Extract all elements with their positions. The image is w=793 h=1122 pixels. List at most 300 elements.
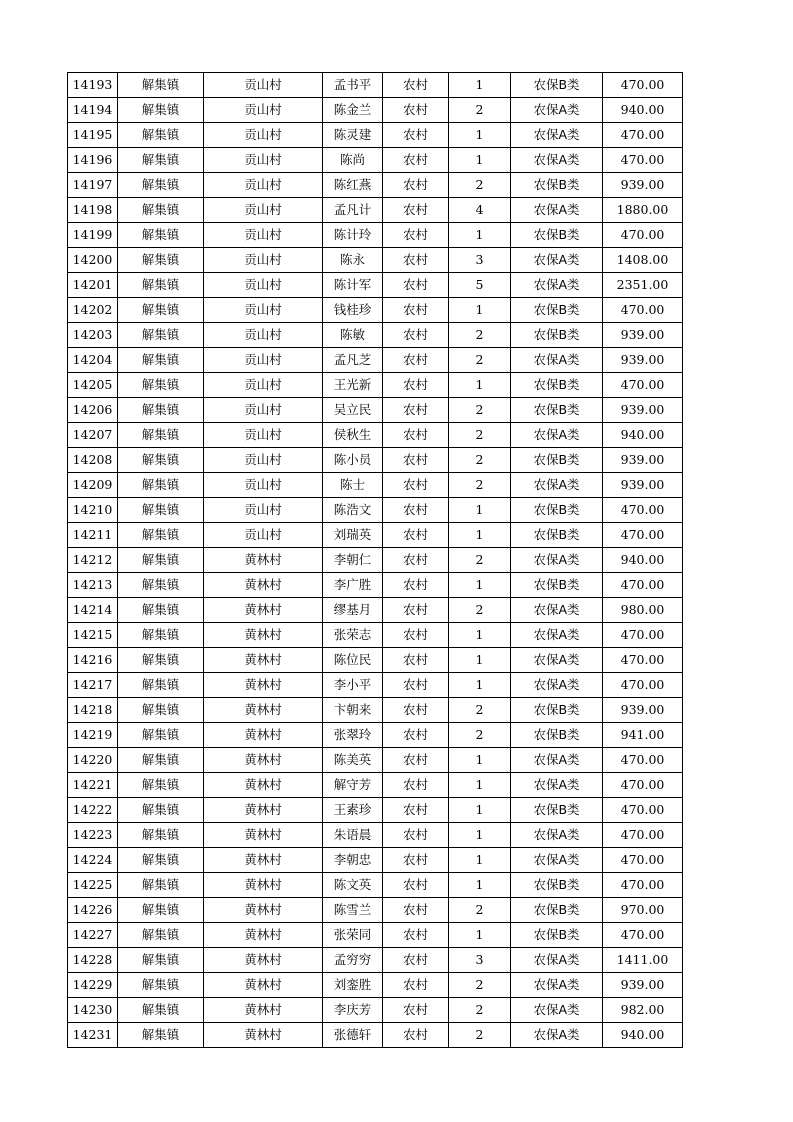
category-cell: 农保B类 xyxy=(511,448,603,473)
category-cell: 农保A类 xyxy=(511,998,603,1023)
table-row xyxy=(68,673,683,698)
village-cell: 黄林村 xyxy=(204,773,323,798)
category-cell: 农保B类 xyxy=(511,723,603,748)
name-cell: 陈雪兰 xyxy=(323,898,383,923)
table-row xyxy=(68,273,683,298)
household-type-cell: 农村 xyxy=(383,1023,449,1048)
person-count-cell: 2 xyxy=(449,698,511,723)
name-cell: 刘瑞英 xyxy=(323,523,383,548)
person-count-cell: 2 xyxy=(449,173,511,198)
record-id-cell: 14216 xyxy=(68,648,118,673)
household-type-cell: 农村 xyxy=(383,473,449,498)
category-cell: 农保B类 xyxy=(511,373,603,398)
household-type-cell: 农村 xyxy=(383,248,449,273)
record-id-cell: 14203 xyxy=(68,323,118,348)
category-cell: 农保B类 xyxy=(511,398,603,423)
name-cell: 陈计玲 xyxy=(323,223,383,248)
person-count-cell: 2 xyxy=(449,323,511,348)
record-id-cell: 14231 xyxy=(68,1023,118,1048)
amount-cell: 941.00 xyxy=(603,723,683,748)
village-cell: 黄林村 xyxy=(204,823,323,848)
household-type-cell: 农村 xyxy=(383,373,449,398)
village-cell: 贡山村 xyxy=(204,498,323,523)
record-id-cell: 14220 xyxy=(68,748,118,773)
record-id-cell: 14227 xyxy=(68,923,118,948)
village-cell: 黄林村 xyxy=(204,973,323,998)
person-count-cell: 2 xyxy=(449,973,511,998)
town-cell: 解集镇 xyxy=(118,423,204,448)
table-row xyxy=(68,998,683,1023)
category-cell: 农保B类 xyxy=(511,223,603,248)
town-cell: 解集镇 xyxy=(118,848,204,873)
category-cell: 农保A类 xyxy=(511,273,603,298)
person-count-cell: 2 xyxy=(449,423,511,448)
name-cell: 王素珍 xyxy=(323,798,383,823)
table-row xyxy=(68,173,683,198)
category-cell: 农保B类 xyxy=(511,498,603,523)
amount-cell: 939.00 xyxy=(603,698,683,723)
town-cell: 解集镇 xyxy=(118,873,204,898)
category-cell: 农保A类 xyxy=(511,148,603,173)
table-row xyxy=(68,548,683,573)
record-id-cell: 14202 xyxy=(68,298,118,323)
name-cell: 王光新 xyxy=(323,373,383,398)
household-type-cell: 农村 xyxy=(383,523,449,548)
town-cell: 解集镇 xyxy=(118,373,204,398)
amount-cell: 470.00 xyxy=(603,523,683,548)
record-id-cell: 14201 xyxy=(68,273,118,298)
person-count-cell: 2 xyxy=(449,898,511,923)
town-cell: 解集镇 xyxy=(118,748,204,773)
table-row xyxy=(68,223,683,248)
name-cell: 陈小员 xyxy=(323,448,383,473)
table-row xyxy=(68,473,683,498)
amount-cell: 980.00 xyxy=(603,598,683,623)
amount-cell: 470.00 xyxy=(603,298,683,323)
household-type-cell: 农村 xyxy=(383,598,449,623)
household-type-cell: 农村 xyxy=(383,123,449,148)
household-type-cell: 农村 xyxy=(383,548,449,573)
name-cell: 张荣志 xyxy=(323,623,383,648)
village-cell: 黄林村 xyxy=(204,1023,323,1048)
household-type-cell: 农村 xyxy=(383,998,449,1023)
town-cell: 解集镇 xyxy=(118,1023,204,1048)
village-cell: 黄林村 xyxy=(204,548,323,573)
record-id-cell: 14196 xyxy=(68,148,118,173)
category-cell: 农保A类 xyxy=(511,673,603,698)
person-count-cell: 1 xyxy=(449,148,511,173)
amount-cell: 939.00 xyxy=(603,323,683,348)
household-type-cell: 农村 xyxy=(383,748,449,773)
amount-cell: 470.00 xyxy=(603,923,683,948)
town-cell: 解集镇 xyxy=(118,773,204,798)
category-cell: 农保A类 xyxy=(511,773,603,798)
town-cell: 解集镇 xyxy=(118,898,204,923)
record-id-cell: 14219 xyxy=(68,723,118,748)
person-count-cell: 2 xyxy=(449,348,511,373)
category-cell: 农保B类 xyxy=(511,323,603,348)
village-cell: 贡山村 xyxy=(204,448,323,473)
name-cell: 陈敏 xyxy=(323,323,383,348)
record-id-cell: 14215 xyxy=(68,623,118,648)
amount-cell: 970.00 xyxy=(603,898,683,923)
town-cell: 解集镇 xyxy=(118,348,204,373)
name-cell: 陈永 xyxy=(323,248,383,273)
name-cell: 刘銮胜 xyxy=(323,973,383,998)
name-cell: 陈文英 xyxy=(323,873,383,898)
town-cell: 解集镇 xyxy=(118,98,204,123)
person-count-cell: 1 xyxy=(449,623,511,648)
category-cell: 农保A类 xyxy=(511,98,603,123)
amount-cell: 982.00 xyxy=(603,998,683,1023)
table-row xyxy=(68,773,683,798)
name-cell: 朱语晨 xyxy=(323,823,383,848)
amount-cell: 470.00 xyxy=(603,773,683,798)
town-cell: 解集镇 xyxy=(118,323,204,348)
name-cell: 解守芳 xyxy=(323,773,383,798)
village-cell: 黄林村 xyxy=(204,873,323,898)
town-cell: 解集镇 xyxy=(118,198,204,223)
record-id-cell: 14212 xyxy=(68,548,118,573)
category-cell: 农保A类 xyxy=(511,648,603,673)
town-cell: 解集镇 xyxy=(118,498,204,523)
village-cell: 黄林村 xyxy=(204,798,323,823)
town-cell: 解集镇 xyxy=(118,923,204,948)
category-cell: 农保A类 xyxy=(511,823,603,848)
amount-cell: 1411.00 xyxy=(603,948,683,973)
town-cell: 解集镇 xyxy=(118,573,204,598)
town-cell: 解集镇 xyxy=(118,248,204,273)
table-row xyxy=(68,898,683,923)
table-row xyxy=(68,423,683,448)
household-type-cell: 农村 xyxy=(383,98,449,123)
village-cell: 黄林村 xyxy=(204,748,323,773)
amount-cell: 939.00 xyxy=(603,398,683,423)
household-type-cell: 农村 xyxy=(383,573,449,598)
name-cell: 陈灵建 xyxy=(323,123,383,148)
record-id-cell: 14206 xyxy=(68,398,118,423)
village-cell: 黄林村 xyxy=(204,598,323,623)
amount-cell: 939.00 xyxy=(603,348,683,373)
name-cell: 李广胜 xyxy=(323,573,383,598)
village-cell: 黄林村 xyxy=(204,673,323,698)
village-cell: 黄林村 xyxy=(204,848,323,873)
household-type-cell: 农村 xyxy=(383,848,449,873)
person-count-cell: 1 xyxy=(449,648,511,673)
household-type-cell: 农村 xyxy=(383,723,449,748)
table-row xyxy=(68,123,683,148)
household-type-cell: 农村 xyxy=(383,698,449,723)
table-row xyxy=(68,723,683,748)
village-cell: 贡山村 xyxy=(204,473,323,498)
record-id-cell: 14230 xyxy=(68,998,118,1023)
amount-cell: 1408.00 xyxy=(603,248,683,273)
amount-cell: 470.00 xyxy=(603,648,683,673)
record-id-cell: 14213 xyxy=(68,573,118,598)
household-type-cell: 农村 xyxy=(383,648,449,673)
category-cell: 农保B类 xyxy=(511,698,603,723)
table-row xyxy=(68,373,683,398)
name-cell: 缪基月 xyxy=(323,598,383,623)
table-row xyxy=(68,148,683,173)
name-cell: 孟书平 xyxy=(323,73,383,98)
town-cell: 解集镇 xyxy=(118,998,204,1023)
record-id-cell: 14211 xyxy=(68,523,118,548)
record-id-cell: 14228 xyxy=(68,948,118,973)
table-row xyxy=(68,198,683,223)
data-table xyxy=(67,72,683,1048)
village-cell: 贡山村 xyxy=(204,223,323,248)
town-cell: 解集镇 xyxy=(118,173,204,198)
table-row xyxy=(68,573,683,598)
village-cell: 黄林村 xyxy=(204,923,323,948)
table-row xyxy=(68,798,683,823)
household-type-cell: 农村 xyxy=(383,173,449,198)
amount-cell: 470.00 xyxy=(603,73,683,98)
record-id-cell: 14221 xyxy=(68,773,118,798)
village-cell: 黄林村 xyxy=(204,698,323,723)
town-cell: 解集镇 xyxy=(118,273,204,298)
village-cell: 贡山村 xyxy=(204,398,323,423)
category-cell: 农保A类 xyxy=(511,473,603,498)
village-cell: 贡山村 xyxy=(204,98,323,123)
table-row xyxy=(68,973,683,998)
amount-cell: 470.00 xyxy=(603,623,683,648)
record-id-cell: 14229 xyxy=(68,973,118,998)
village-cell: 贡山村 xyxy=(204,248,323,273)
record-id-cell: 14209 xyxy=(68,473,118,498)
household-type-cell: 农村 xyxy=(383,948,449,973)
village-cell: 贡山村 xyxy=(204,373,323,398)
name-cell: 李小平 xyxy=(323,673,383,698)
amount-cell: 939.00 xyxy=(603,448,683,473)
person-count-cell: 2 xyxy=(449,448,511,473)
document-page xyxy=(67,72,682,1048)
household-type-cell: 农村 xyxy=(383,273,449,298)
table-row xyxy=(68,498,683,523)
person-count-cell: 1 xyxy=(449,673,511,698)
table-row xyxy=(68,698,683,723)
record-id-cell: 14193 xyxy=(68,73,118,98)
record-id-cell: 14195 xyxy=(68,123,118,148)
household-type-cell: 农村 xyxy=(383,223,449,248)
village-cell: 贡山村 xyxy=(204,198,323,223)
table-row xyxy=(68,1023,683,1048)
table-row xyxy=(68,298,683,323)
category-cell: 农保A类 xyxy=(511,423,603,448)
table-row xyxy=(68,248,683,273)
amount-cell: 470.00 xyxy=(603,148,683,173)
table-row xyxy=(68,323,683,348)
category-cell: 农保A类 xyxy=(511,548,603,573)
category-cell: 农保A类 xyxy=(511,623,603,648)
town-cell: 解集镇 xyxy=(118,973,204,998)
amount-cell: 470.00 xyxy=(603,498,683,523)
person-count-cell: 1 xyxy=(449,923,511,948)
person-count-cell: 1 xyxy=(449,73,511,98)
table-row xyxy=(68,823,683,848)
amount-cell: 470.00 xyxy=(603,373,683,398)
record-id-cell: 14217 xyxy=(68,673,118,698)
record-id-cell: 14226 xyxy=(68,898,118,923)
town-cell: 解集镇 xyxy=(118,723,204,748)
village-cell: 黄林村 xyxy=(204,648,323,673)
name-cell: 陈美英 xyxy=(323,748,383,773)
category-cell: 农保B类 xyxy=(511,798,603,823)
name-cell: 李朝忠 xyxy=(323,848,383,873)
household-type-cell: 农村 xyxy=(383,323,449,348)
town-cell: 解集镇 xyxy=(118,398,204,423)
village-cell: 贡山村 xyxy=(204,123,323,148)
town-cell: 解集镇 xyxy=(118,648,204,673)
category-cell: 农保B类 xyxy=(511,898,603,923)
table-row xyxy=(68,948,683,973)
table-row xyxy=(68,598,683,623)
category-cell: 农保A类 xyxy=(511,948,603,973)
village-cell: 黄林村 xyxy=(204,573,323,598)
household-type-cell: 农村 xyxy=(383,348,449,373)
person-count-cell: 1 xyxy=(449,298,511,323)
name-cell: 陈浩文 xyxy=(323,498,383,523)
person-count-cell: 1 xyxy=(449,498,511,523)
household-type-cell: 农村 xyxy=(383,823,449,848)
amount-cell: 470.00 xyxy=(603,673,683,698)
person-count-cell: 2 xyxy=(449,398,511,423)
person-count-cell: 1 xyxy=(449,848,511,873)
amount-cell: 2351.00 xyxy=(603,273,683,298)
category-cell: 农保B类 xyxy=(511,923,603,948)
village-cell: 黄林村 xyxy=(204,623,323,648)
name-cell: 张德轩 xyxy=(323,1023,383,1048)
amount-cell: 470.00 xyxy=(603,748,683,773)
table-row xyxy=(68,848,683,873)
village-cell: 黄林村 xyxy=(204,723,323,748)
name-cell: 陈位民 xyxy=(323,648,383,673)
name-cell: 吴立民 xyxy=(323,398,383,423)
town-cell: 解集镇 xyxy=(118,698,204,723)
category-cell: 农保B类 xyxy=(511,73,603,98)
town-cell: 解集镇 xyxy=(118,623,204,648)
record-id-cell: 14205 xyxy=(68,373,118,398)
person-count-cell: 1 xyxy=(449,873,511,898)
household-type-cell: 农村 xyxy=(383,198,449,223)
household-type-cell: 农村 xyxy=(383,973,449,998)
household-type-cell: 农村 xyxy=(383,673,449,698)
record-id-cell: 14198 xyxy=(68,198,118,223)
person-count-cell: 3 xyxy=(449,248,511,273)
amount-cell: 940.00 xyxy=(603,98,683,123)
name-cell: 孟穷穷 xyxy=(323,948,383,973)
town-cell: 解集镇 xyxy=(118,798,204,823)
person-count-cell: 2 xyxy=(449,998,511,1023)
village-cell: 贡山村 xyxy=(204,73,323,98)
person-count-cell: 2 xyxy=(449,1023,511,1048)
person-count-cell: 1 xyxy=(449,223,511,248)
record-id-cell: 14207 xyxy=(68,423,118,448)
amount-cell: 940.00 xyxy=(603,548,683,573)
town-cell: 解集镇 xyxy=(118,523,204,548)
household-type-cell: 农村 xyxy=(383,898,449,923)
village-cell: 贡山村 xyxy=(204,273,323,298)
household-type-cell: 农村 xyxy=(383,398,449,423)
person-count-cell: 2 xyxy=(449,548,511,573)
category-cell: 农保A类 xyxy=(511,348,603,373)
category-cell: 农保A类 xyxy=(511,123,603,148)
village-cell: 黄林村 xyxy=(204,948,323,973)
category-cell: 农保B类 xyxy=(511,298,603,323)
amount-cell: 470.00 xyxy=(603,573,683,598)
record-id-cell: 14214 xyxy=(68,598,118,623)
record-id-cell: 14200 xyxy=(68,248,118,273)
household-type-cell: 农村 xyxy=(383,923,449,948)
person-count-cell: 2 xyxy=(449,473,511,498)
person-count-cell: 1 xyxy=(449,798,511,823)
town-cell: 解集镇 xyxy=(118,823,204,848)
category-cell: 农保B类 xyxy=(511,523,603,548)
village-cell: 贡山村 xyxy=(204,523,323,548)
record-id-cell: 14208 xyxy=(68,448,118,473)
amount-cell: 470.00 xyxy=(603,823,683,848)
name-cell: 张翠玲 xyxy=(323,723,383,748)
record-id-cell: 14199 xyxy=(68,223,118,248)
name-cell: 陈红燕 xyxy=(323,173,383,198)
name-cell: 陈计军 xyxy=(323,273,383,298)
household-type-cell: 农村 xyxy=(383,73,449,98)
amount-cell: 939.00 xyxy=(603,473,683,498)
table-row xyxy=(68,523,683,548)
household-type-cell: 农村 xyxy=(383,873,449,898)
amount-cell: 470.00 xyxy=(603,798,683,823)
record-id-cell: 14222 xyxy=(68,798,118,823)
household-type-cell: 农村 xyxy=(383,498,449,523)
category-cell: 农保A类 xyxy=(511,748,603,773)
name-cell: 陈金兰 xyxy=(323,98,383,123)
person-count-cell: 1 xyxy=(449,123,511,148)
person-count-cell: 1 xyxy=(449,523,511,548)
amount-cell: 470.00 xyxy=(603,873,683,898)
person-count-cell: 1 xyxy=(449,773,511,798)
category-cell: 农保A类 xyxy=(511,1023,603,1048)
person-count-cell: 1 xyxy=(449,748,511,773)
table-row xyxy=(68,873,683,898)
village-cell: 贡山村 xyxy=(204,173,323,198)
household-type-cell: 农村 xyxy=(383,623,449,648)
amount-cell: 940.00 xyxy=(603,1023,683,1048)
household-type-cell: 农村 xyxy=(383,448,449,473)
town-cell: 解集镇 xyxy=(118,948,204,973)
village-cell: 黄林村 xyxy=(204,998,323,1023)
record-id-cell: 14204 xyxy=(68,348,118,373)
table-row xyxy=(68,98,683,123)
person-count-cell: 1 xyxy=(449,573,511,598)
town-cell: 解集镇 xyxy=(118,223,204,248)
table-row xyxy=(68,348,683,373)
town-cell: 解集镇 xyxy=(118,598,204,623)
record-id-cell: 14223 xyxy=(68,823,118,848)
category-cell: 农保A类 xyxy=(511,848,603,873)
village-cell: 贡山村 xyxy=(204,348,323,373)
name-cell: 孟凡计 xyxy=(323,198,383,223)
town-cell: 解集镇 xyxy=(118,298,204,323)
village-cell: 贡山村 xyxy=(204,298,323,323)
person-count-cell: 1 xyxy=(449,373,511,398)
record-id-cell: 14197 xyxy=(68,173,118,198)
person-count-cell: 2 xyxy=(449,723,511,748)
town-cell: 解集镇 xyxy=(118,148,204,173)
table-body xyxy=(68,73,683,1048)
record-id-cell: 14225 xyxy=(68,873,118,898)
name-cell: 张荣同 xyxy=(323,923,383,948)
